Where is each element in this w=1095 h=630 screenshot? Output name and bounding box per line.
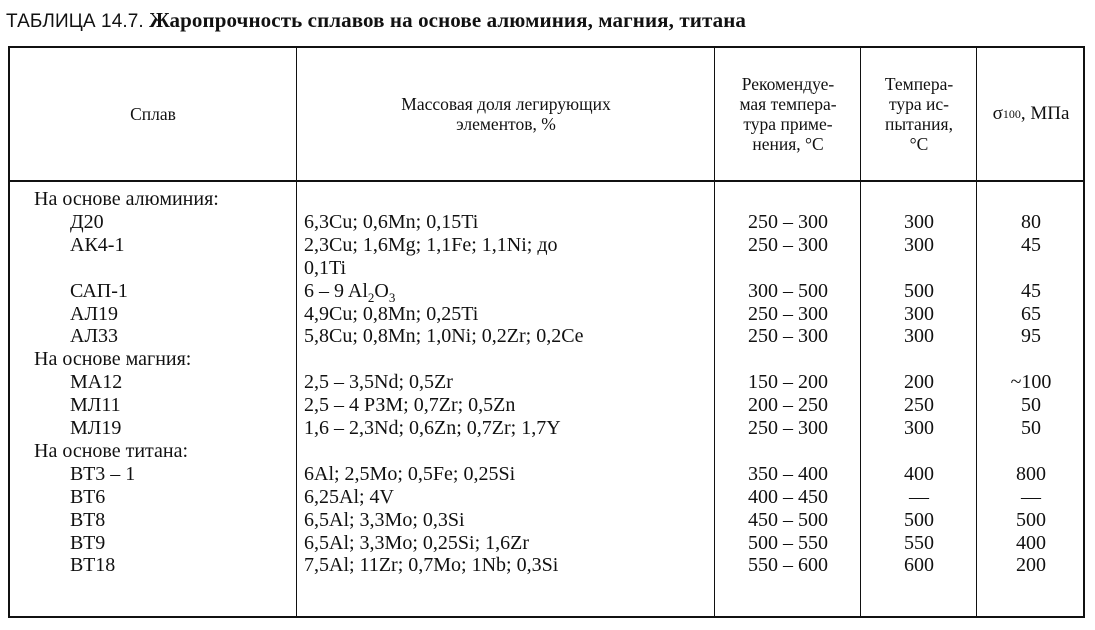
stress-rupture-value: 45 — [1021, 233, 1041, 256]
alloy-name: САП-1 — [70, 279, 128, 302]
stress-rupture-value: 200 — [1016, 554, 1046, 577]
recommended-temperature: 250 – 300 — [748, 302, 828, 325]
composition-text: 7,5Al; 11Zr; 0,7Mo; 1Nb; 0,3Si — [304, 554, 559, 577]
header-recommended-temperature: Рекомендуе- мая темпера- тура приме- нения, °С — [739, 74, 837, 154]
alloy-name: АК4-1 — [70, 233, 125, 256]
composition-cell — [304, 211, 478, 234]
alloy-name: АЛ33 — [70, 325, 119, 348]
recommended-temperature: 500 – 550 — [748, 531, 828, 554]
recommended-temperature: 450 – 500 — [748, 508, 828, 531]
table-row — [0, 325, 1095, 348]
stress-rupture-value: 50 — [1021, 394, 1041, 417]
test-temperature: 300 — [904, 325, 934, 348]
recommended-temperature: 300 – 500 — [748, 279, 828, 302]
table-row — [0, 554, 1095, 577]
header-test-temperature: Темпера- тура ис- пытания, °С — [884, 74, 954, 154]
composition-subscript: 3 — [388, 289, 396, 305]
composition-text: 2,5 – 3,5Nd; 0,5Zr — [304, 371, 453, 394]
table-row — [0, 280, 1095, 303]
table-caption — [6, 8, 746, 33]
composition-text: 6,25Al; 4V — [304, 485, 394, 508]
sigma-unit: , МПа — [1020, 103, 1070, 124]
alloy-name: ВТ18 — [70, 554, 116, 577]
composition-cell — [304, 234, 558, 257]
composition-cell — [304, 554, 558, 577]
composition-text: 6,5Al; 3,3Mo; 0,3Si — [304, 508, 465, 531]
recommended-temperature: 150 – 200 — [748, 371, 828, 394]
test-temperature: 500 — [904, 279, 934, 302]
table-row — [0, 303, 1095, 326]
table-title: Жаропрочность сплавов на основе алюминия, магния, титана — [149, 8, 747, 32]
recommended-temperature: 350 – 400 — [748, 462, 828, 485]
recommended-temperature: 250 – 300 — [748, 325, 828, 348]
alloy-name: ВТ8 — [70, 508, 106, 531]
composition-cell — [304, 463, 515, 486]
composition-cell — [304, 303, 478, 326]
alloy-name: Д20 — [70, 210, 104, 233]
composition-cell — [304, 486, 394, 509]
composition-text: 6,3Cu; 0,6Mn; 0,15Ti — [304, 210, 479, 233]
alloy-name: МЛ11 — [70, 394, 121, 417]
recommended-temperature: 250 – 300 — [748, 210, 828, 233]
test-temperature: 200 — [904, 371, 934, 394]
recommended-temperature: 400 – 450 — [748, 485, 828, 508]
group-row — [0, 440, 1095, 463]
recommended-temperature: 250 – 300 — [748, 233, 828, 256]
stress-rupture-value: 800 — [1016, 462, 1046, 485]
header-alloy: Сплав — [130, 104, 176, 124]
stress-rupture-value: 50 — [1021, 417, 1041, 439]
composition-cell — [304, 417, 561, 440]
test-temperature: 600 — [904, 554, 934, 577]
table-row — [0, 463, 1095, 486]
stress-rupture-value: ~100 — [1010, 371, 1052, 394]
test-temperature: 300 — [904, 417, 934, 439]
table-row — [0, 532, 1095, 555]
table-row — [0, 509, 1095, 532]
group-title: На основе титана: — [34, 439, 189, 462]
composition-text: O — [374, 279, 389, 302]
composition-cell — [304, 325, 583, 348]
stress-rupture-value: 95 — [1021, 325, 1041, 348]
group-title: На основе магния: — [34, 348, 192, 371]
test-temperature: 300 — [904, 210, 934, 233]
composition-text: 1,6 – 2,3Nd; 0,6Zn; 0,7Zr; 1,7Y — [304, 417, 561, 439]
stress-rupture-value: 65 — [1021, 302, 1041, 325]
table-row — [0, 417, 1095, 440]
composition-text: 2,3Cu; 1,6Mg; 1,1Fe; 1,1Ni; до — [304, 233, 558, 256]
test-temperature: 400 — [904, 462, 934, 485]
alloy-name: МЛ19 — [70, 417, 122, 439]
group-title: На основе алюминия: — [34, 188, 219, 210]
test-temperature: 550 — [904, 531, 934, 554]
table-row — [0, 394, 1095, 417]
test-temperature: 300 — [904, 233, 934, 256]
group-row — [0, 348, 1095, 371]
table-row — [0, 234, 1095, 257]
table-row — [0, 486, 1095, 509]
stress-rupture-value: 400 — [1016, 531, 1046, 554]
composition-cell — [304, 532, 529, 555]
sigma-symbol: σ — [992, 103, 1003, 124]
sigma-subscript: 100 — [1002, 107, 1021, 121]
table-row — [0, 211, 1095, 234]
header-stress-rupture — [978, 48, 1084, 180]
table-number: ТАБЛИЦА 14.7. — [6, 11, 144, 32]
composition-cell — [304, 371, 453, 394]
recommended-temperature: 200 – 250 — [748, 394, 828, 417]
composition-text: 6Al; 2,5Mo; 0,5Fe; 0,25Si — [304, 462, 516, 485]
composition-text: 5,8Cu; 0,8Mn; 1,0Ni; 0,2Zr; 0,2Ce — [304, 325, 584, 348]
composition-cell — [304, 509, 465, 532]
composition-text: 4,9Cu; 0,8Mn; 0,25Ti — [304, 302, 479, 325]
recommended-temperature: 550 – 600 — [748, 554, 828, 577]
alloy-name: ВТ9 — [70, 531, 106, 554]
stress-rupture-value: 80 — [1021, 210, 1041, 233]
group-row — [0, 188, 1095, 211]
composition-text: 2,5 – 4 РЗМ; 0,7Zr; 0,5Zn — [304, 394, 516, 417]
table-row-continuation — [0, 257, 1095, 280]
composition-cell — [304, 394, 515, 417]
composition-cell — [304, 280, 395, 303]
alloy-name: АЛ19 — [70, 302, 119, 325]
stress-rupture-value: 500 — [1016, 508, 1046, 531]
header-composition: Массовая доля легирующих элементов, % — [401, 94, 611, 134]
alloy-name: ВТ3 – 1 — [70, 462, 136, 485]
stress-rupture-value: 45 — [1021, 279, 1041, 302]
table-row — [0, 371, 1095, 394]
alloy-name: ВТ6 — [70, 485, 106, 508]
composition-text: 6 – 9 Al — [304, 279, 368, 302]
test-temperature: 500 — [904, 508, 934, 531]
test-temperature: 300 — [904, 302, 934, 325]
header-divider — [8, 180, 1085, 182]
composition-text: 6,5Al; 3,3Mo; 0,25Si; 1,6Zr — [304, 531, 530, 554]
stress-rupture-value: — — [1021, 485, 1041, 508]
recommended-temperature: 250 – 300 — [748, 417, 828, 439]
test-temperature: — — [909, 485, 929, 508]
test-temperature: 250 — [904, 394, 934, 417]
composition-subscript: 2 — [367, 289, 375, 305]
composition-continuation: 0,1Ti — [304, 256, 347, 279]
alloy-name: МА12 — [70, 371, 123, 394]
